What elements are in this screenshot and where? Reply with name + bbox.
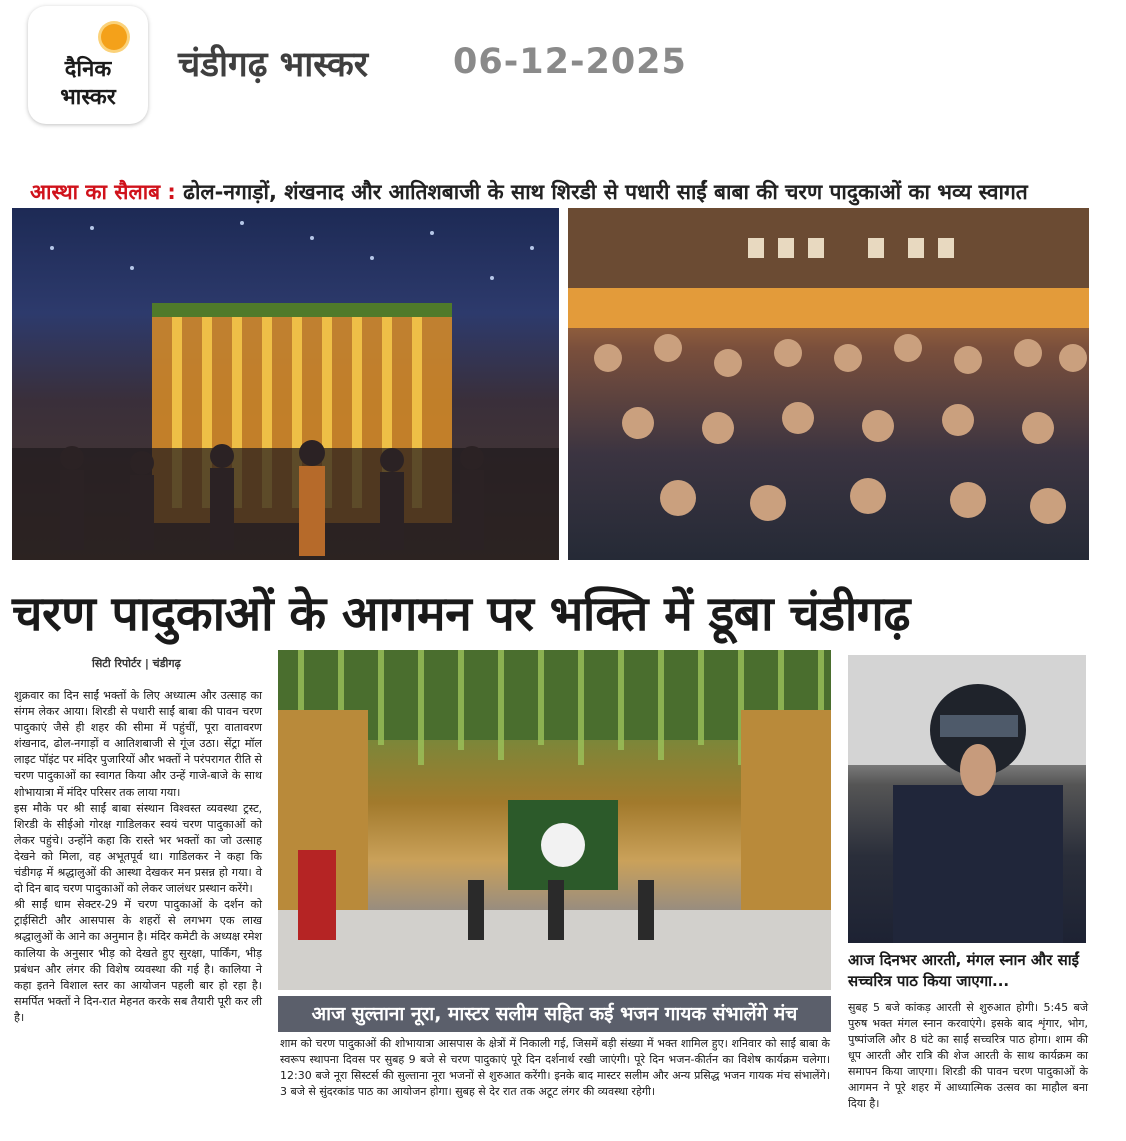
procession-illustration <box>12 208 559 560</box>
subhead-rituals: आज दिनभर आरती, मंगल स्नान और साईं सच्चरित्र पाठ किया जाएगा... <box>848 951 1079 990</box>
crowd-illustration <box>568 208 1089 560</box>
devotee-illustration <box>848 655 1086 943</box>
photo-temple-stage <box>278 650 831 990</box>
paragraph-3: श्री साईं धाम सेक्टर-29 में चरण पादुकाओं के दर्शन को ट्राईसिटी और आसपास के शहरों से लगभग एक लाख श्रद्धालुओं के आने का अनुमान है। मंदिर कमेटी के अध्यक्ष रमेश कालिया के अनुसार भीड़ को देखते हुए सुरक्षा, पार्किंग, भीड़ प्रबंधन और लंगर की विशेष व्यवस्था की गई है। कालिया ने कहा इतने विशाल स्तर का आयोजन पहली बार हो रहा है। समर्पित भक्तों ने दिन-रात मेहनत करके सब तैयारी पूरी कर ली है। <box>14 898 262 1024</box>
kicker-line <box>30 178 1028 206</box>
article-body-side: सुबह 5 बजे कांकड़ आरती से शुरुआत होगी। 5:45 बजे पुरुष भक्त मंगल स्नान करवाएंगे। इसके बाद शृंगार, भोग, पुष्पांजलि और 8 घंटे का साईं सच्चरित्र पाठ होगा। शाम की धूप आरती और रात्रि की शेज आरती के साथ कार्यक्रम का समापन किया जाएगा। शिरडी की पावन चरण पादुकाओं के आगमन ने पूरे शहर में आध्यात्मिक उत्सव का माहौल बना दिया है। <box>848 1001 1088 1110</box>
photo-procession-night <box>12 208 559 560</box>
newspaper-logo <box>28 6 148 124</box>
sun-icon <box>101 24 127 50</box>
temple-illustration <box>278 650 831 990</box>
article-body-left <box>14 688 262 1026</box>
logo-line-2: भास्कर <box>60 85 116 110</box>
kicker-label: आस्था का सैलाब : <box>30 180 176 204</box>
main-headline: चरण पादुकाओं के आगमन पर भक्ति में डूबा चंडीगढ़ <box>12 586 910 642</box>
edition-date: 06-12-2025 <box>453 42 687 82</box>
byline: सिटी रिपोर्टर | चंडीगढ़ <box>92 657 181 670</box>
photo-devotee-helmet <box>848 655 1086 943</box>
paragraph-1: शुक्रवार का दिन साईं भक्तों के लिए अध्यात्म और उत्साह का संगम लेकर आया। शिरडी से पधारी साईं बाबा की पावन चरण पादुकाएं जैसे ही शहर की सीमा में पहुंचीं, पूरा वातावरण शंखनाद, ढोल-नगाड़ों व आतिशबाजी से गूंज उठा। सेंट्रा मॉल लाइट पॉइंट पर मंदिर पुजारियों और भक्तों ने परंपरागत रीति से चरण पादुकाओं का स्वागत किया और उन्हें गाजे-बाजे के साथ शोभायात्रा में मंदिर परिसर तक लाया गया। <box>14 689 262 799</box>
paragraph-2: इस मौके पर श्री साईं बाबा संस्थान विश्वस्त व्यवस्था ट्रस्ट, शिरडी के सीईओ गोरक्ष गाडिलकर स्वयं चरण पादुकाओं को लेकर पहुंचे। उन्होंने कहा कि रास्ते भर भक्तों का जो उत्साह देखने को मिला, वह अभूतपूर्व था। गाडिलकर ने कहा कि चंडीगढ़ में श्रद्धालुओं की आस्था देखकर मन प्रसन्न हो गया। वे दो दिन बाद चरण पादुकाओं को लेकर जालंधर प्रस्थान करेंगे। <box>14 801 262 896</box>
kicker-text: ढोल-नगाड़ों, शंखनाद और आतिशबाजी के साथ शिरडी से पधारी साईं बाबा की चरण पादुकाओं का भव्य स्वागत <box>183 180 1028 204</box>
photo-devotees-crowd <box>568 208 1089 560</box>
article-body-center: शाम को चरण पादुकाओं की शोभायात्रा आसपास के क्षेत्रों में निकाली गई, जिसमें बड़ी संख्या में भक्त शामिल हुए। शनिवार को साईं बाबा के स्वरूप स्थापना दिवस पर सुबह 9 बजे से चरण पादुकाएं पूरे दिन दर्शनार्थ रखी जाएंगी। पूरे दिन भजन-कीर्तन का विशेष कार्यक्रम चलेगा। 12:30 बजे नूरा सिस्टर्स की सुल्ताना नूरा भजनों से शुरुआत करेंगी। इनके बाद मास्टर सलीम और अन्य प्रसिद्ध भजन गायक मंच संभालेंगे। 3 बजे से सुंदरकांड पाठ का आयोजन होगा। सुबह से देर रात तक अटूट लंगर की व्यवस्था रहेगी। <box>280 1037 830 1098</box>
logo-line-1: दैनिक <box>64 57 112 82</box>
subhead-singers: आज सुल्ताना नूरा, मास्टर सलीम सहित कई भजन गायक संभालेंगे मंच <box>278 996 831 1032</box>
edition-name: चंडीगढ़ भास्कर <box>178 45 369 85</box>
